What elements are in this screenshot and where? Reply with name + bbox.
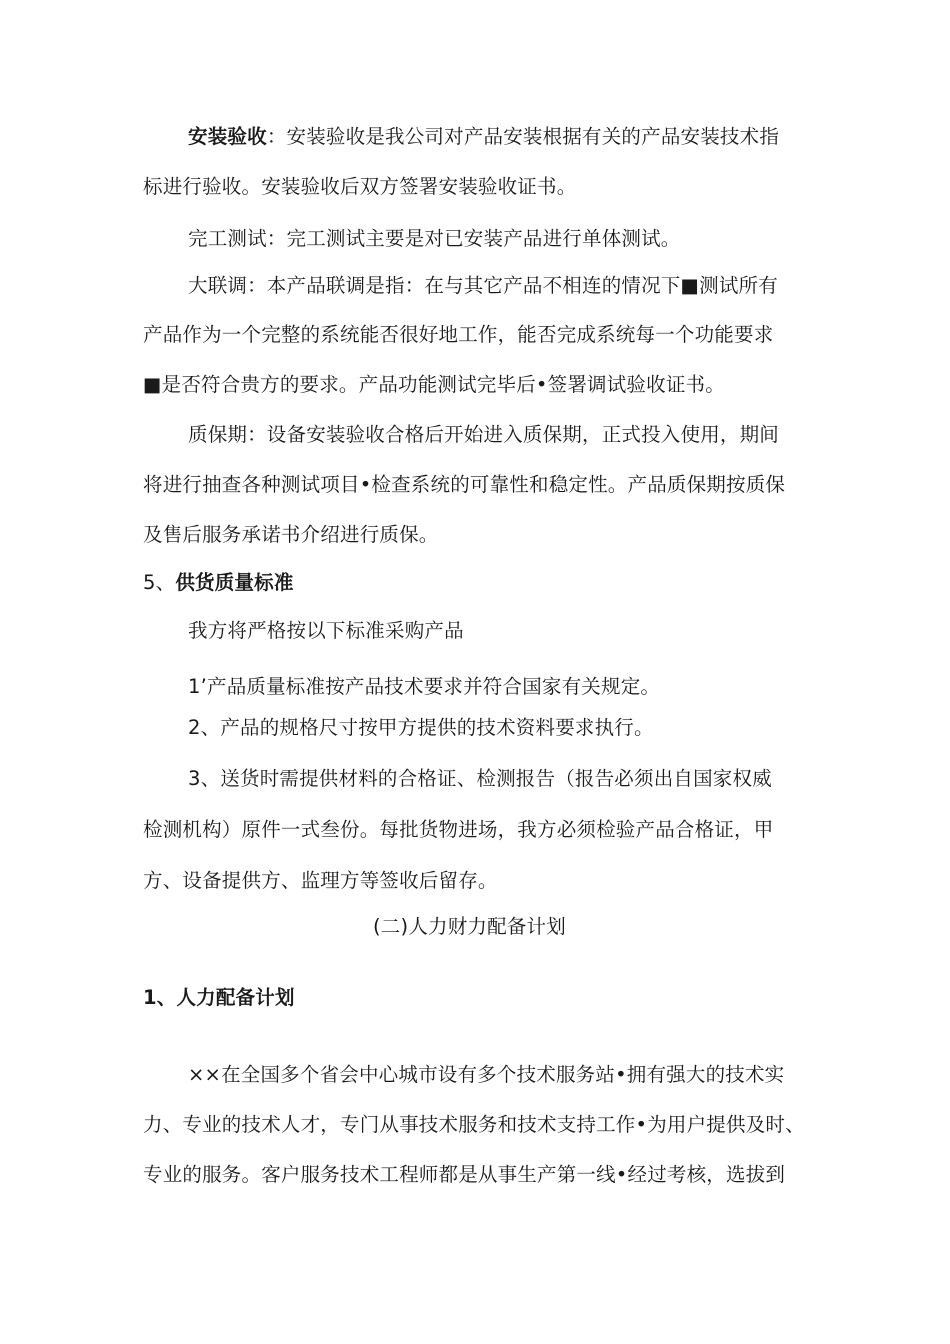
- joint-debug-line-2: 产品作为一个完整的系统能否很好地工作，能否完成系统每一个功能要求: [143, 323, 774, 346]
- section5-item-3-line-3: 方、设备提供方、监理方等签收后留存。: [143, 869, 498, 892]
- part2-sub1-text: 人力配备计划: [176, 986, 295, 1009]
- section5-item-3-line-1: 3、送货时需提供材料的合格证、检测报告（报告必须出自国家权威: [188, 767, 772, 790]
- part2-body-line-3: 专业的服务。客户服务技术工程师都是从事生产第一线•经过考核，选拔到: [143, 1163, 786, 1186]
- part2-sub1-num: 1、: [143, 986, 177, 1009]
- section5-intro: 我方将严格按以下标准采购产品: [188, 619, 464, 642]
- joint-debug-line-1: 大联调：本产品联调是指：在与其它产品不相连的情况下■测试所有: [188, 274, 778, 297]
- part2-body-line-2: 力、专业的技术人才，专门从事技术服务和技术支持工作•为用户提供及时、: [143, 1113, 805, 1136]
- section5-item-3-line-2: 检测机构）原件一式叁份。每批货物进场，我方必须检验产品合格证，甲: [143, 818, 774, 841]
- completion-test-line: 完工测试：完工测试主要是对已安装产品进行单体测试。: [188, 227, 681, 250]
- warranty-line-3: 及售后服务承诺书介绍进行质保。: [143, 523, 439, 546]
- part2-sub1-heading: [143, 985, 295, 1011]
- acceptance-text: ：安装验收是我公司对产品安装根据有关的产品安装技术指: [266, 125, 780, 148]
- section5-heading: [143, 570, 294, 596]
- warranty-line-1: 质保期：设备安装验收合格后开始进入质保期，正式投入使用，期间: [188, 423, 780, 446]
- acceptance-line-1: [188, 124, 779, 150]
- section5-heading-num: 5、: [143, 571, 176, 594]
- warranty-line-2: 将进行抽查各种测试项目•检查系统的可靠性和稳定性。产品质保期按质保: [143, 473, 786, 496]
- section5-heading-text: 供货质量标准: [175, 571, 294, 594]
- joint-debug-line-3: ■是否符合贵方的要求。产品功能测试完毕后•签署调试验收证书。: [143, 373, 725, 396]
- section5-item-1: 1’产品质量标准按产品技术要求并符合国家有关规定。: [188, 675, 661, 698]
- part2-title: (二)人力财力配备计划: [373, 915, 566, 938]
- acceptance-term: 安装验收: [188, 125, 267, 148]
- acceptance-line-2: 标进行验收。安装验收后双方签署安装验收证书。: [143, 175, 577, 198]
- section5-item-2: 2、产品的规格尺寸按甲方提供的技术资料要求执行。: [188, 716, 654, 739]
- part2-body-line-1: ××在全国多个省会中心城市设有多个技术服务站•拥有强大的技术实: [188, 1063, 785, 1086]
